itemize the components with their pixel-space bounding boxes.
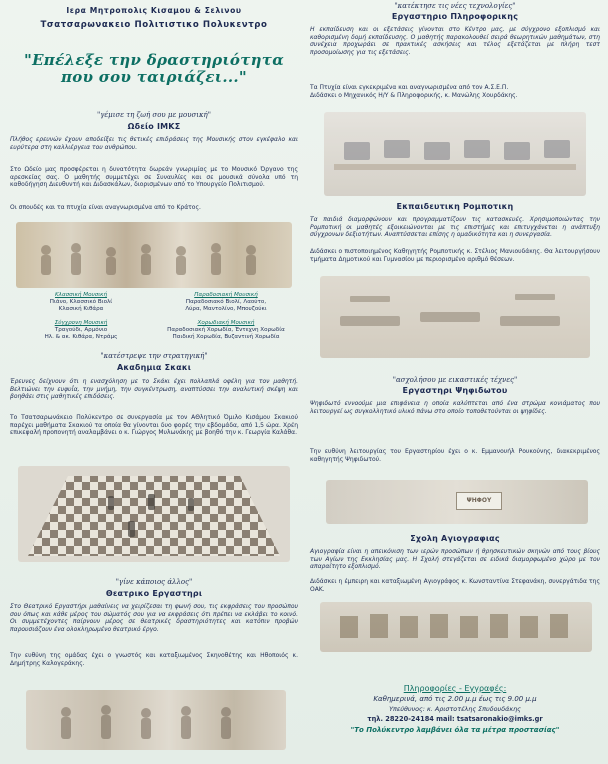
music-cat-title: Σύγχρονη Μουσική [54, 320, 108, 326]
icon-intro: Αγιογραφία είναι η απεικόνιση των ιερών προσώπων ή θρησκευτικών σκηνών από τους βίους των Αγίων της Εκκλησίας μας. Η Σχολή στεγάζεται σε ειδικά διαμορφωμένο χώρο με τον απαραίτητο εξοπλισμό. [310, 548, 600, 571]
music-cat-line2: Ηλ. & ακ. Κιθάρα, Ντράμς [44, 334, 118, 340]
it-intro: Η εκπαίδευση και οι εξετάσεις γίνονται στο Κέντρο μας, με σύγχρονο εξοπλισμό και καθορισμένη δομή εκπαίδευσης. Ο μαθητής παρακολουθεί σειρά θεωρητικών μαθημάτων, στη συνέχεια προχωράει σε πρακτικές ασκήσεις και τέλος εξετάζεται με πλήρη τεστ προσομοίωσης για τις εξετάσεις. [310, 26, 600, 56]
it-p1: Τα Πτυχία είναι εγκεκριμένα και αναγνωρισμένα από τον Α.Σ.Ε.Π. [310, 84, 509, 91]
music-cat-line1: Πιάνο, Κλασσικό Βιολί [49, 299, 113, 305]
music-intro: Πλήθος ερευνών έχουν αποδείξει τις θετικές επιδράσεις της Μουσικής στον εγκέφαλο και ευρύτερα στη καλλιέργεια του ανθρώπου. [10, 136, 298, 151]
mosaic-quote: "ασχολήσου με εικαστικές τέχνες" [392, 376, 518, 384]
it-title: Εργαστηριο Πληροφορικης [391, 12, 519, 21]
mosaic-title: Εργαστηρι Ψηφιδωτου [402, 386, 508, 395]
chess-photo [18, 466, 290, 562]
music-cat-line2: Παιδική Χορωδία, Βυζαντινή Χορωδία [172, 334, 280, 340]
music-title: Ωδείο ΙΜΚΣ [127, 122, 181, 131]
it-p2: Διδάσκει ο Μηχανικός Η/Υ & Πληροφορικής, κ. Μανώλης Χουρδάκης. [310, 92, 518, 99]
theatre-p1: Την ευθύνη της ομάδας έχει ο γνωστός και καταξιωμένος Σκηνοθέτης και Ηθοποιός κ. Δημήτρης Καλογεράκης. [10, 652, 298, 667]
chess-board-graphic [18, 466, 290, 562]
theatre-intro: Στο Θεατρικό Εργαστήρι μαθαίνεις να χειρίζεσαι τη φωνή σου, τις εκφράσεις του προσώπου σου όπως και κάθε μέρος του σώματός σου για να εκφράσεις ότι πρέπει να εκλάβει το κοινό. Οι συμμετέχοντες παίρνουν μέρος σε θεατρικές δραστηριότητες και κατόπιν προβών παρουσιάζουν ένα ολοκληρωμένο θεατρικό έργο. [10, 603, 298, 633]
header-line1: Ιερα Μητροπολις Κισαμου & Σελινου [66, 6, 242, 15]
icon-photo [320, 602, 592, 652]
header [6, 6, 302, 30]
music-quote: "γέμισε τη ζωή σου με μουσική" [97, 111, 211, 119]
slogan-line2: που σου ταιριάζει..." [60, 68, 248, 86]
footer-contact: τηλ. 28220-24184 mail: tsatsaronakio@imks.gr [367, 715, 543, 723]
chess-quote: "κατέστρεψε την στρατηγική" [100, 352, 208, 360]
theatre-photo [26, 690, 286, 750]
music-cat-line1: Παραδοσιακή Χορωδία, Έντεχνη Χορωδία [167, 327, 285, 333]
music-cat-choral [156, 320, 296, 341]
footer-hours: Καθημερινά, από τις 2.00 μ.μ έως τις 9.00 μ.μ [373, 695, 537, 703]
footer [306, 684, 604, 734]
mosaic-intro: Ψηφιδωτό εννοούμε μια επιφάνεια η οποία καλύπτεται από ένα στρώμα κονιάματος που λειτουργεί ως συγκολλητικό υλικό πάνω στο οποίο τοποθετούνται οι ψηφίδες. [310, 400, 600, 415]
chess-p1: Το Τσατσαρωνάκειο Πολύκεντρο σε συνεργασία με τον ΑΘλητικό Όμιλο Κισάμου Σκακιού παρέχει μαθήματα Σκακιού τα οποία θα γίνονται δυο φορές την εβδομάδα, από 1,5 ώρα. Χρέη επικεφαλή προπονητή αναλαμβάνει ο κ. Γιώργος Μυλωνάκης με βοηθό την κ. Γεωργία Καλάθα. [10, 414, 298, 437]
theatre-title: Θεατρικο Εργαστηρι [105, 589, 203, 598]
icon-p1: Διδάσκει η έμπειρη και καταξιωμένη Αγιογράφος κ. Κωνσταντίνα Στεφανάκη, συνεργάτιδα της ΟΑΚ. [310, 578, 600, 593]
robotics-intro: Τα παιδιά διαμορφώνουν και προγραμματίζουν τις κατασκευές. Χρησιμοποιώντας την Ρομποτική οι μαθητές εξοικειώνονται με τις επιστήμες και επιτυγχάνεται η ανάπτυξη σύγχρονων δεξιοτήτων. Αναπτύσσεται επίσης η ομαδικότητα και η συνεργασία. [310, 216, 600, 239]
theatre-photo-figures [26, 690, 286, 750]
mosaic-sign: ΨΗΦΟΥ [456, 492, 502, 510]
mosaic-p1: Την ευθύνη λειτουργίας του Εργαστηρίου έχει ο κ. Εμμανουήλ Ρουκούνης, διακεκριμένος καθηγητής Ψηφιδωτού. [310, 448, 600, 463]
music-cat-line2: Λύρα, Μαντολίνο, Μπουζούκι [185, 306, 267, 312]
music-p2: Οι σπουδές και τα πτυχία είναι αναγνωρισμένα από το Κράτος. [10, 204, 201, 211]
footer-title: Πληροφορίες - Εγγραφές: [403, 684, 507, 693]
slogan [6, 52, 302, 86]
footer-safety-note: "Το Πολύκεντρο λαμβάνει όλα τα μέτρα προστασίας" [350, 726, 560, 734]
music-cat-traditional [156, 292, 296, 313]
music-cat-modern [16, 320, 146, 341]
robotics-p1: Διδάσκει ο πιστοποιημένος Καθηγητής Ρομποτικής κ. Στέλιος Μανιουδάκης. Θα λειτουργήσουν τμήματα Δημοτικού και Γυμνασίου με περιορισμένο αριθμό θέσεων. [310, 248, 600, 263]
robotics-class-graphic [320, 276, 590, 358]
it-lab-graphic [324, 112, 586, 196]
music-cat-classical [16, 292, 146, 313]
header-line2: Τσατσαρωνακειο Πολιτιστικο Πολυκεντρο [40, 20, 268, 30]
music-p1: Στο Ωδείο μας προσφέρεται η δυνατότητα δωρεάν γνωριμίας με το Μουσικό Όργανο της αρεσκείας σας. Ο μαθητής συμμετέχει σε Συναυλίες και σε μουσικά σύνολα υπό τη καθοδήγηση Διευθυντή και Διδασκάλων, διορισμένων από το Υπουργείο Πολιτισμού. [10, 166, 298, 189]
it-quote: "κατέκτησε τις νέες τεχνολογίες" [394, 2, 516, 10]
music-cat-line2: Κλασική Κιθάρα [58, 306, 104, 312]
music-cat-title: Παραδοσιακή Μουσική [194, 292, 258, 298]
icon-gallery-graphic [320, 602, 592, 652]
music-cat-title: Κλασσική Μουσική [54, 292, 108, 298]
mosaic-photo [326, 480, 588, 524]
chess-intro: Έρευνες δείχνουν ότι η ενασχόληση με το Σκάκι έχει πολλαπλά οφέλη για τον μαθητή. Βελτιώνει την ευφυΐα, την μνήμη, την συγκέντρωση, αναπτύσσει την αναλυτική σκέψη και βοηθάει στις μαθητικές επιδόσεις. [10, 378, 298, 401]
slogan-line1: "Επέλεξε την δραστηριότητα [23, 51, 285, 69]
music-photo [16, 222, 292, 288]
robotics-title: Εκπαιδευτικη Ρομποτικη [396, 202, 514, 211]
icon-title: Σχολη Αγιογραφιας [410, 534, 500, 543]
chess-title: Ακαδημια Σκακι [116, 363, 192, 372]
music-photo-figures [16, 222, 292, 288]
theatre-quote: "γίνε κάποιος άλλος" [115, 578, 193, 586]
footer-manager: Υπεύθυνος: κ. Αριστοτέλης Σπυδουδάκης [389, 705, 521, 713]
music-cat-line1: Παραδοσιακό Βιολί, Λαούτο, [185, 299, 267, 305]
music-cat-title: Χορωδιακή Μουσική [197, 320, 255, 326]
it-photo [324, 112, 586, 196]
robotics-photo [320, 276, 590, 358]
music-cat-line1: Τραγούδι, Αρμόνιο [54, 327, 108, 333]
